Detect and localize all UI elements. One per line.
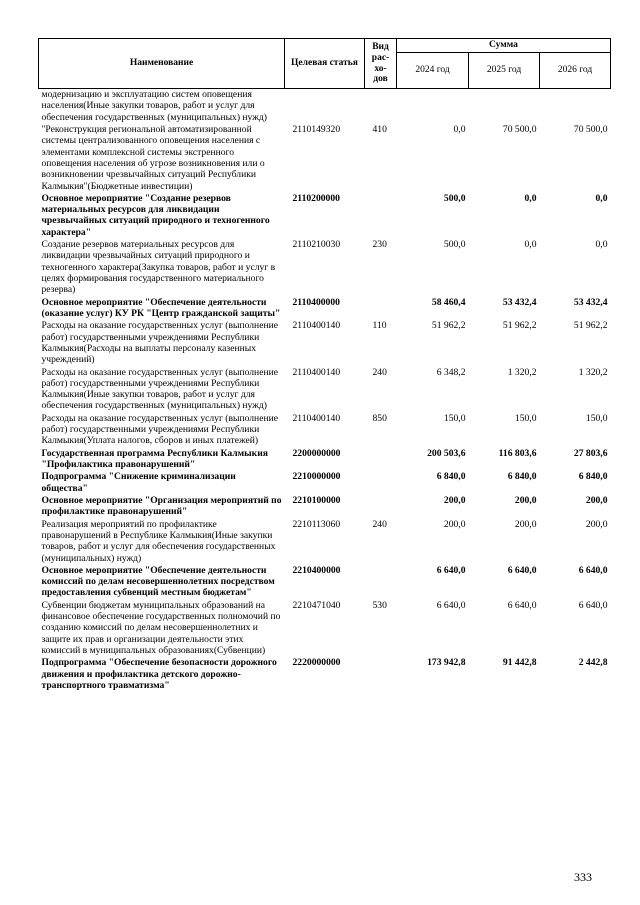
row-value-2025: 200,0 — [514, 518, 537, 530]
row-value-2024: 200,0 — [443, 494, 466, 506]
row-name: Основное мероприятие "Обеспечение деятельности комиссий по делам несовершеннолетних посредством предоставления субвенций местным бюджетам" — [41, 564, 275, 599]
row-name: Субвенции бюджетам муниципальных образований на финансовое обеспечение государственных полномочий по созданию комиссий по делам несовершеннолетних и защите их прав и организации деятельности этих комиссий в муниципальных образованиях(Субвенции) — [41, 599, 281, 656]
row-value-2024: 6 640,0 — [436, 564, 466, 576]
row-value-2025: 0,0 — [524, 239, 537, 251]
row-name: Реализация мероприятий по профилактике правонарушений в Республике Калмыкия(Иные закупки товаров, работ и услуг для обеспечения государственных (муниципальных) нужд) — [41, 518, 276, 564]
table-row — [39, 320, 611, 366]
row-value-2026: 200,0 — [585, 518, 608, 530]
row-value-2026: 200,0 — [585, 494, 608, 506]
header-2024: 2024 год — [397, 53, 469, 89]
row-target-code: 2110400140 — [292, 366, 341, 378]
row-value-2024: 500,0 — [443, 192, 466, 204]
header-2025: 2025 год — [469, 53, 540, 89]
row-target-code: 2110149320 — [292, 123, 341, 135]
row-target-code: 2210400000 — [292, 564, 341, 576]
row-value-2026: 6 840,0 — [578, 471, 608, 483]
row-name: Подпрограмма "Обеспечение безопасности дорожного движения и профилактика детского дорожно-транспортного травматизма" — [41, 657, 277, 691]
row-value-2026: 2 442,8 — [578, 657, 608, 669]
row-value-2026: 51 962,2 — [573, 320, 608, 332]
header-sum: Сумма — [397, 39, 611, 53]
row-value-2026: 53 432,4 — [573, 296, 608, 308]
row-expense-type: 230 — [372, 239, 387, 251]
row-value-2024: 58 460,4 — [431, 296, 466, 308]
row-value-2026: 6 640,0 — [578, 599, 608, 611]
row-value-2026: 0,0 — [595, 239, 608, 251]
row-value-2025 — [469, 89, 540, 124]
row-value-2026: 1 320,2 — [578, 366, 608, 378]
row-name: Расходы на оказание государственных услуг (выполнение работ) государственными учреждениями Республики Калмыкия(Иные закупки товаров, работ и услуг для обеспечения государственных (муниципальных) нужд) — [41, 366, 278, 412]
row-target-code: 2110400140 — [292, 320, 341, 332]
row-name: Создание резервов материальных ресурсов для ликвидации чрезвычайных ситуаций природного и техногенного характера(Закупка товаров, работ и услуг в целях формирования государственного материального резерва) — [41, 239, 276, 296]
row-expense-type — [365, 565, 397, 600]
row-name: Расходы на оказание государственных услуг (выполнение работ) государственными учреждениями Республики Калмыкия(Расходы на выплаты персоналу казенных учреждений) — [41, 320, 278, 366]
row-value-2026: 150,0 — [585, 412, 608, 424]
row-value-2024 — [397, 89, 469, 124]
table-row — [39, 448, 611, 472]
row-value-2024: 500,0 — [443, 239, 466, 251]
row-value-2025: 70 500,0 — [502, 123, 537, 135]
table-row — [39, 471, 611, 495]
row-expense-type: 240 — [372, 366, 387, 378]
row-name: Основное мероприятие "Создание резервов материальных ресурсов для ликвидации чрезвычайных ситуаций природного и техногенного характера" — [41, 192, 270, 238]
row-value-2025: 200,0 — [514, 494, 537, 506]
row-value-2024: 6 640,0 — [436, 599, 466, 611]
table-row — [39, 565, 611, 600]
row-target-code: 2110200000 — [292, 192, 340, 204]
table-row — [39, 600, 611, 658]
row-value-2026: 70 500,0 — [573, 123, 608, 135]
row-name: модернизацию и эксплуатацию систем оповещения населения(Иные закупки товаров, работ и услуг для обеспечения государственных (муниципальных) нужд) — [41, 89, 267, 123]
row-value-2026: 27 803,6 — [573, 447, 608, 459]
header-target: Целевая статья — [285, 39, 365, 89]
row-value-2025: 6 640,0 — [507, 599, 537, 611]
row-value-2025: 51 962,2 — [502, 320, 537, 332]
table-row — [39, 297, 611, 321]
row-value-2024: 200 503,6 — [427, 447, 466, 459]
row-name: Подпрограмма "Снижение криминализации общества" — [41, 471, 236, 494]
row-target-code: 2220000000 — [292, 657, 341, 669]
row-name: Расходы на оказание государственных услуг (выполнение работ) государственными учреждениями Республики Калмыкия(Уплата налогов, сборов и иных платежей) — [41, 412, 278, 447]
row-value-2024: 6 840,0 — [436, 471, 466, 483]
row-value-2024: 173 942,8 — [427, 657, 466, 669]
row-value-2025: 116 803,6 — [498, 447, 537, 459]
table-header — [39, 39, 611, 89]
row-target-code: 2200000000 — [292, 447, 341, 459]
row-expense-type — [365, 495, 397, 519]
row-expense-type — [365, 297, 397, 321]
row-target-code: 2210113060 — [292, 518, 341, 530]
table-row — [39, 657, 611, 692]
row-value-2025: 150,0 — [514, 412, 537, 424]
table-row — [39, 519, 611, 565]
table-row — [39, 367, 611, 413]
row-value-2025: 53 432,4 — [502, 296, 537, 308]
row-expense-type: 110 — [372, 320, 387, 332]
row-name: Государственная программа Республики Калмыкия "Профилактика правонарушений" — [41, 447, 268, 470]
row-expense-type: 410 — [372, 123, 387, 135]
row-expense-type: 530 — [372, 599, 387, 611]
row-target-code: 2110400000 — [292, 296, 340, 308]
table-row — [39, 89, 611, 124]
table-body — [39, 89, 611, 693]
row-target-code: 2110400140 — [292, 412, 341, 424]
row-expense-type: 240 — [372, 518, 387, 530]
row-value-2025: 91 442,8 — [502, 657, 537, 669]
row-expense-type — [365, 193, 397, 239]
row-target-code: 2210000000 — [292, 471, 341, 483]
row-expense-type: 850 — [372, 412, 387, 424]
budget-table-page — [38, 38, 610, 692]
header-type: Вид рас- хо- дов — [365, 39, 397, 89]
row-value-2024: 150,0 — [443, 412, 466, 424]
row-name: Основное мероприятие "Организация мероприятий по профилактике правонарушений" — [41, 494, 282, 518]
row-expense-type — [365, 657, 397, 692]
row-value-2024: 51 962,2 — [431, 320, 466, 332]
row-value-2024: 6 348,2 — [436, 366, 466, 378]
row-target-code — [285, 89, 365, 124]
table-row — [39, 495, 611, 519]
table-row — [39, 124, 611, 193]
budget-table — [38, 38, 611, 692]
table-row — [39, 193, 611, 239]
table-row — [39, 239, 611, 297]
header-name: Наименование — [39, 39, 285, 89]
row-expense-type — [365, 471, 397, 495]
page-number: 333 — [574, 870, 592, 884]
row-value-2024: 0,0 — [453, 123, 466, 135]
row-value-2025: 0,0 — [524, 192, 537, 204]
row-value-2026: 6 640,0 — [578, 564, 608, 576]
row-expense-type — [365, 448, 397, 472]
header-2026: 2026 год — [540, 53, 611, 89]
row-target-code: 2210100000 — [292, 494, 341, 506]
row-name: "Реконструкция региональной автоматизированной системы централизованного оповещения населения с элементами комплексной системы экстренного оповещения населения об угрозе возникновения или о возникновении чрезвычайных ситуаций Республики Калмыкия"(Бюджетные инвестиции) — [41, 123, 265, 192]
row-value-2026: 0,0 — [595, 192, 608, 204]
row-value-2025: 6 840,0 — [507, 471, 537, 483]
row-target-code: 2210471040 — [292, 599, 341, 611]
row-value-2026 — [540, 89, 611, 124]
row-name: Основное мероприятие "Обеспечение деятельности (оказание услуг) КУ РК "Центр гражданской защиты" — [41, 296, 281, 319]
row-value-2025: 1 320,2 — [507, 366, 537, 378]
row-target-code: 2110210030 — [292, 239, 341, 251]
row-expense-type — [365, 89, 397, 124]
table-row — [39, 413, 611, 448]
row-value-2025: 6 640,0 — [507, 564, 537, 576]
row-value-2024: 200,0 — [443, 518, 466, 530]
